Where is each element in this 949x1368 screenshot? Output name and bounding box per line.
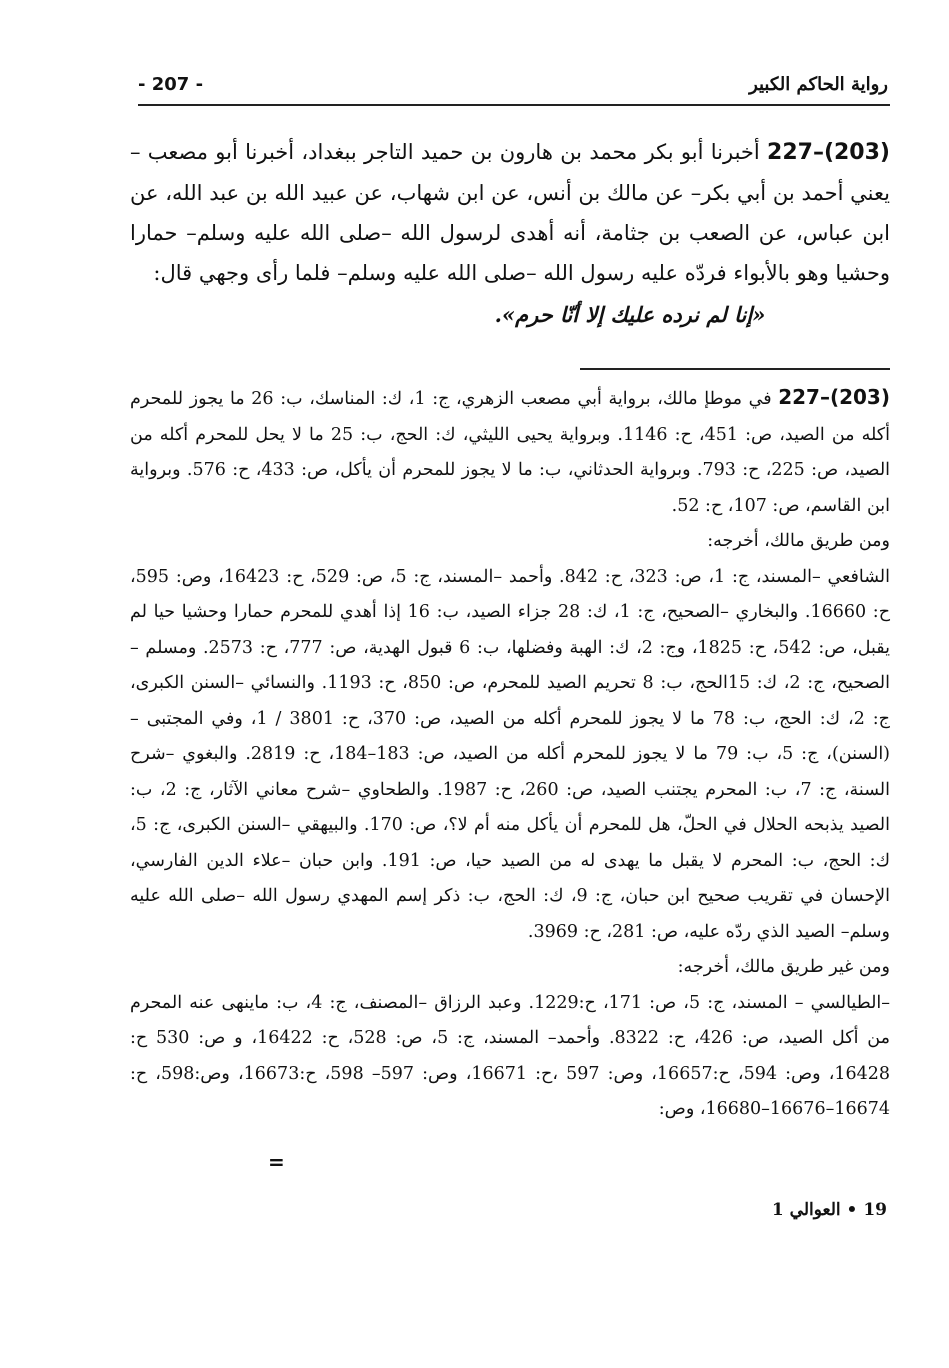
hadith-quote: «إنا لم نرده عليك إلا أنّا حرم». [494, 302, 766, 327]
continuation-mark: = [268, 1150, 285, 1174]
footnote-line [130, 380, 890, 524]
hadith-body: أخبرنا أبو بكر محمد بن هارون بن حميد التاجر ببغداد، أخبرنا أبو مصعب –يعني أحمد بن أبي بكر– عن مالك بن أنس، عن ابن شهاب، عن عبيد الله بن عبد الله، عن ابن عباس، عن الصعب بن جثامة، أنه أهدى لرسول الله –صلى الله عليه وسلم– حمارا وحشيا وهو بالأبواء فردّه عليه رسول الله –صلى الله عليه وسلم– فلما رأى وجهي قال: [130, 140, 890, 285]
footnote-line: –الطيالسي – المسند، ج: 5، ص: 171، ح:1229. وعبد الرزاق –المصنف، ج: 4، ب: ماينهى عنه المحرم من أكل الصيد، ص: 426، ح: 8322. وأحمد– المسند، ج: 5، ص: 528، ح: 16422، و ص: 530 ح: 16428، وص: 594، ح:16657، وص: 597 ،ح: 16671، وص: 597– 598، ح:16673، وص:598، ح: 16674–16676–16680، وص: [130, 992, 891, 1119]
footnote-rule [580, 368, 890, 370]
hadith-number: 227–(203) [767, 140, 890, 165]
footnote-line: ومن طريق مالك، أخرجه: [707, 531, 890, 551]
page-number: - 207 - [138, 74, 204, 95]
hadith-text [130, 132, 890, 335]
page-header [138, 68, 888, 104]
footnote-hadith-number: 227–(203) [778, 385, 890, 409]
running-title: رواية الحاكم الكبير [749, 74, 888, 95]
hadith-paragraph [130, 132, 890, 335]
header-rule [138, 104, 890, 106]
footnote-line: الشافعي –المسند، ج: 1، ص: 323، ح: 842. وأحمد –المسند، ج: 5، ص: 529، ح: 16423، وص: 595، ح: 16660. والبخاري –الصحيح، ج: 1، ك: 28 جزاء الصيد، ب: 16 إذا أهدي للمحرم حمارا وحشيا حيا لم يقبل، ص: 542، ح: 1825، وج: 2، ك: الهبة وفضلها، ب: 6 قبول الهدية، ص: 777، ح: 2573. ومسلم –الصحيح، ج: 2، ك: 15الحج، ب: 8 تحريم الصيد للمحرم، ص: 850، ح: 1193. والنسائي –السنن الكبرى، ج: 2، ك: الحج، ب: 78 ما لا يجوز للمحرم أكله من الصيد، ص: 370، ح: 3801 / 1، وفي المجتبى –(السنن)، ج: 5، ب: 79 ما لا يجوز للمحرم أكله من الصيد، ص: 183–184، ح: 2819. والبغوي –شرح السنة، ج: 7، ب: المحرم يجتنب الصيد، ص: 260، ح: 1987. والطحاوي –شرح معاني الآثار، ج: 2، ب: الصيد يذبحه الحلال في الحلّ، هل للمحرم أن يأكل منه أم لا؟، ص: 170. والبيهقي –السنن الكبرى، ج: 5، ك: الحج، ب: المحرم لا يقبل ما يهدى له من الصيد حيا، ص: 191. وابن حبان –علاء الدين الفارسي، الإحسان في تقريب صحيح ابن حبان، ج: 9، ك: الحج، ب: ذكر إسم المهدي رسول الله –صلى الله عليه وسلم– الصيد الذي ردّه عليه، ص: 281، ح: 3969. [130, 566, 891, 942]
signature-mark: 19 • العوالي 1 [771, 1200, 887, 1220]
footnote [130, 380, 890, 1128]
footnote-text-1: في موطإ مالك، برواية أبي مصعب الزهري، ج: 1، ك: المناسك، ب: 26 ما يجوز للمحرم أكله من الصيد، ص: 451، ح: 1146. وبرواية يحيى الليثي، ك: الحج، ب: 25 ما لا يحل للمحرم أكله من الصيد، ص: 225، ح: 793. وبرواية الحدثاني، ب: ما لا يجوز للمحرم أن يأكل، ص: 433، ح: 576. وبرواية ابن القاسم، ص: 107، ح: 52. [130, 389, 891, 516]
footnote-line: ومن غير طريق مالك، أخرجه: [677, 957, 890, 977]
